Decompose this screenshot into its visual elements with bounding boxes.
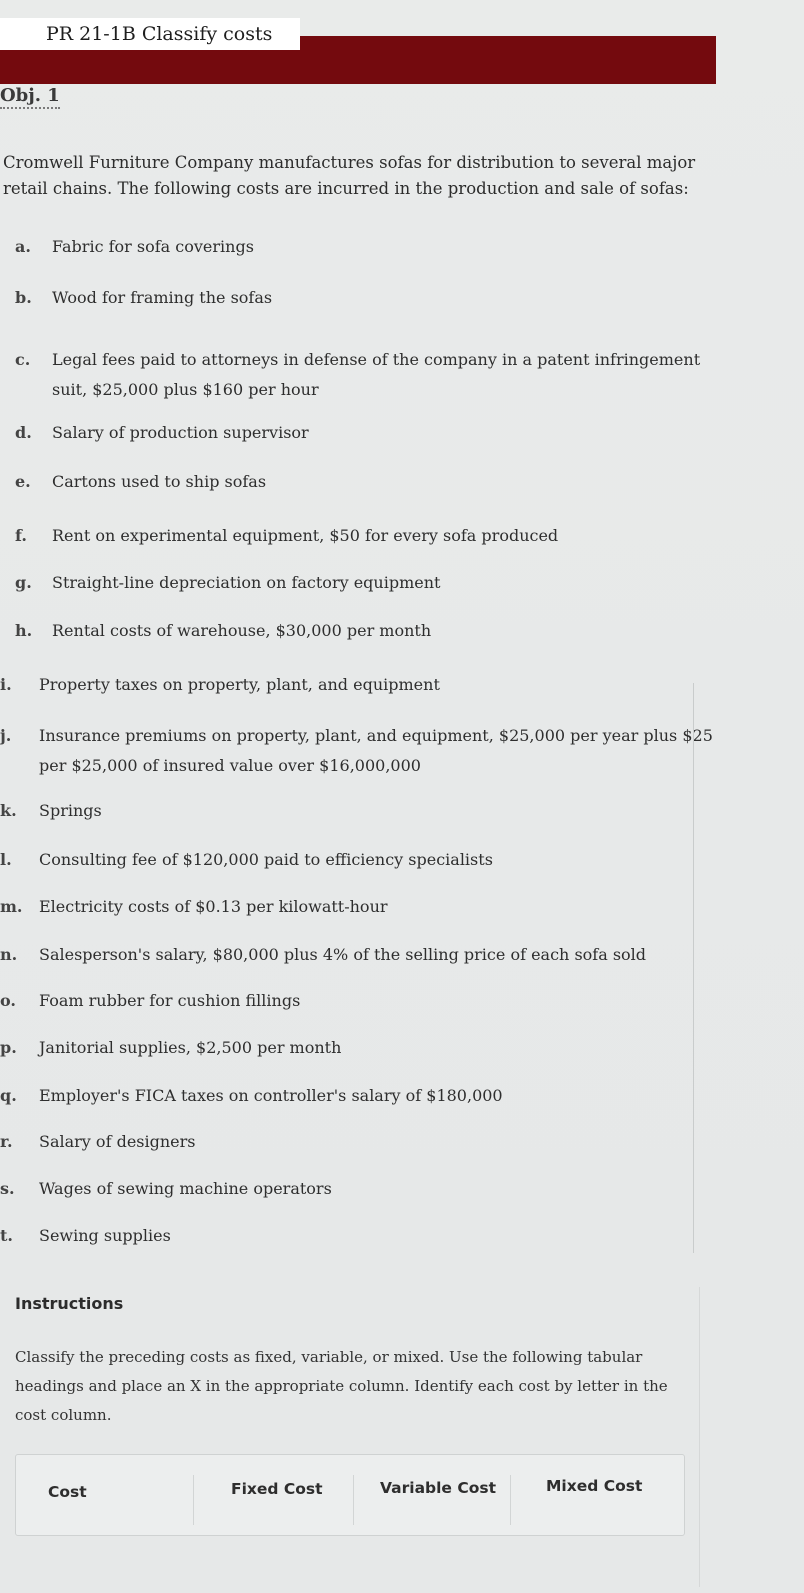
item-letter: r. <box>0 1132 13 1151</box>
item-text: Salary of designers <box>39 1132 196 1151</box>
list-item <box>0 799 689 823</box>
list-item <box>0 848 689 872</box>
item-text: Straight-line depreciation on factory equipment <box>52 573 441 592</box>
objective-link[interactable]: Obj. 1 <box>0 85 60 109</box>
item-letter: d. <box>15 423 32 442</box>
item-letter: e. <box>15 472 31 491</box>
list-item <box>15 235 702 259</box>
item-letter: s. <box>0 1179 15 1198</box>
list-item <box>0 1036 689 1060</box>
list-item <box>0 989 689 1013</box>
item-letter: i. <box>0 675 12 694</box>
list-item <box>15 421 702 445</box>
item-letter: j. <box>0 726 12 745</box>
column-divider <box>353 1475 354 1525</box>
item-letter: g. <box>15 573 32 592</box>
list-item <box>15 286 702 310</box>
classification-table-header <box>15 1454 685 1536</box>
column-divider <box>193 1475 194 1525</box>
column-header-variable-cost: Variable Cost <box>380 1479 497 1497</box>
item-text: Electricity costs of $0.13 per kilowatt-hour <box>39 897 388 916</box>
panel-edge <box>693 683 694 1253</box>
item-text: Wages of sewing machine operators <box>39 1179 332 1198</box>
list-item <box>0 721 719 781</box>
item-letter: m. <box>0 897 23 916</box>
list-item <box>15 571 702 595</box>
item-letter: k. <box>0 801 17 820</box>
list-item <box>15 470 702 494</box>
column-header-mixed-cost: Mixed Cost <box>546 1477 643 1495</box>
list-item <box>15 524 702 548</box>
column-divider <box>510 1475 511 1525</box>
item-text: Sewing supplies <box>39 1226 171 1245</box>
item-letter: a. <box>15 237 31 256</box>
item-letter: n. <box>0 945 18 964</box>
item-text: Rent on experimental equipment, $50 for every sofa produced <box>52 526 559 545</box>
item-text: Consulting fee of $120,000 paid to efficiency specialists <box>39 850 493 869</box>
item-text: Cartons used to ship sofas <box>52 472 267 491</box>
item-letter: f. <box>15 526 27 545</box>
item-text: Springs <box>39 801 102 820</box>
item-letter: q. <box>0 1086 17 1105</box>
item-text: Property taxes on property, plant, and equipment <box>39 675 440 694</box>
list-item <box>15 345 712 405</box>
item-letter: t. <box>0 1226 13 1245</box>
page-title: PR 21-1B Classify costs <box>0 18 300 50</box>
item-text: Fabric for sofa coverings <box>52 237 254 256</box>
instructions-heading: Instructions <box>15 1294 124 1313</box>
panel-edge <box>699 1287 700 1587</box>
list-item <box>0 895 689 919</box>
item-letter: h. <box>15 621 33 640</box>
column-header-cost: Cost <box>48 1483 87 1501</box>
item-text: Rental costs of warehouse, $30,000 per month <box>52 621 432 640</box>
list-item <box>0 1224 689 1248</box>
item-letter: b. <box>15 288 32 307</box>
item-text: Foam rubber for cushion fillings <box>39 991 301 1010</box>
list-item <box>0 673 719 697</box>
item-text: Janitorial supplies, $2,500 per month <box>39 1038 342 1057</box>
list-item <box>0 1177 689 1201</box>
column-header-fixed-cost: Fixed Cost <box>231 1480 323 1498</box>
item-text: Legal fees paid to attorneys in defense of the company in a patent infringement suit, $25,000 plus $160 per hour <box>52 350 701 399</box>
list-item <box>0 1130 689 1154</box>
item-text: Insurance premiums on property, plant, and equipment, $25,000 per year plus $25 per $25,000 of insured value over $16,000,000 <box>39 726 713 775</box>
item-text: Salesperson's salary, $80,000 plus 4% of the selling price of each sofa sold <box>39 945 647 964</box>
list-item <box>15 619 702 643</box>
item-letter: c. <box>15 350 31 369</box>
item-letter: p. <box>0 1038 17 1057</box>
item-letter: l. <box>0 850 12 869</box>
item-text: Employer's FICA taxes on controller's salary of $180,000 <box>39 1086 503 1105</box>
item-text: Wood for framing the sofas <box>52 288 273 307</box>
instructions-text: Classify the preceding costs as fixed, variable, or mixed. Use the following tabular headings and place an X in the appropriate column. Identify each cost by letter in the cost column. <box>15 1348 668 1424</box>
list-item <box>0 943 729 967</box>
item-letter: o. <box>0 991 16 1010</box>
intro-paragraph: Cromwell Furniture Company manufactures sofas for distribution to several major retail chains. The following costs are incurred in the production and sale of sofas: <box>3 153 696 198</box>
item-text: Salary of production supervisor <box>52 423 309 442</box>
list-item <box>0 1084 689 1108</box>
